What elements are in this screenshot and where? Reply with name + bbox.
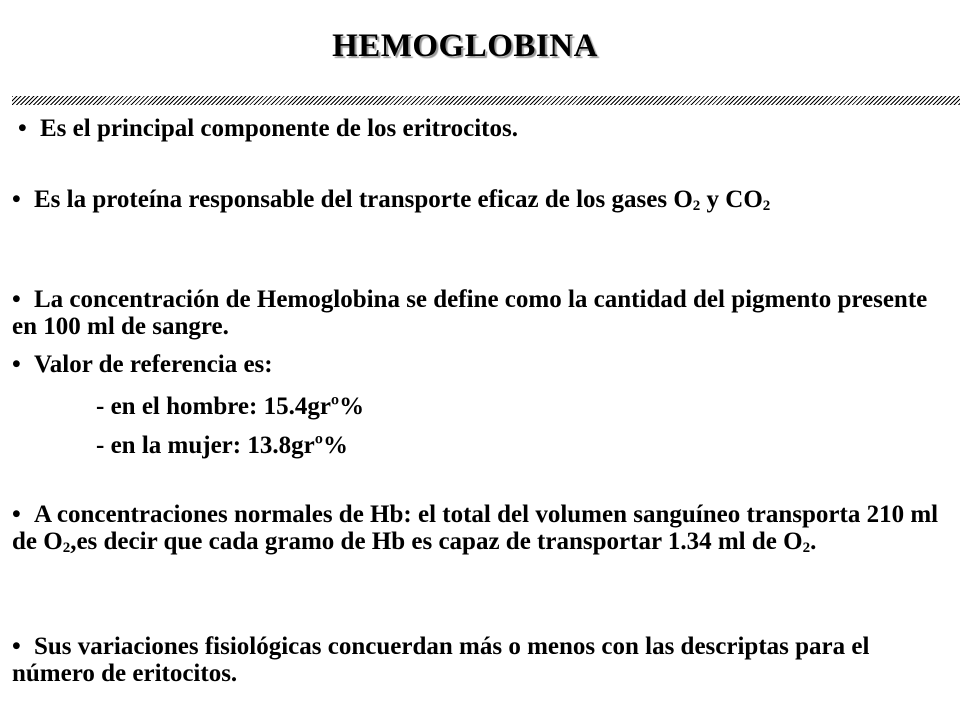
bullet-icon: • <box>12 351 21 378</box>
subscript: 2 <box>62 540 71 556</box>
bullet-item-1 <box>12 115 953 142</box>
bullet-text: A concentraciones normales de Hb: el total del volumen sanguíneo transporta 210 ml de O <box>12 501 939 555</box>
bullet-icon: • <box>12 186 21 213</box>
subscript: 2 <box>762 198 771 214</box>
bullet-item-3 <box>12 286 947 340</box>
bullet-icon: • <box>12 501 21 528</box>
bullet-text: Es el principal componente de los eritrocitos. <box>40 115 518 142</box>
reference-value-men: - en el hombre: 15.4grº% <box>96 393 365 420</box>
bullet-text: y CO <box>700 186 763 213</box>
bullet-text: Es la proteína responsable del transporte eficaz de los gases O <box>34 186 693 213</box>
bullet-text: La concentración de Hemoglobina se define como la cantidad del pigmento presente en 100 ml de sangre. <box>12 286 928 340</box>
bullet-text: Valor de referencia es: <box>34 351 273 378</box>
bullet-item-5 <box>12 501 947 555</box>
bullet-icon: • <box>12 286 21 313</box>
bullet-item-4 <box>12 351 947 378</box>
subscript: 2 <box>692 198 701 214</box>
bullet-text: Sus variaciones fisiológicas concuerdan más o menos con las descriptas para el número de eritocitos. <box>12 633 870 687</box>
bullet-icon: • <box>12 633 21 660</box>
bullet-text: ,es decir que cada gramo de Hb es capaz de transportar 1.34 ml de O <box>70 528 803 555</box>
bullet-icon: • <box>18 115 27 142</box>
hatched-divider <box>12 96 960 105</box>
bullet-item-2 <box>12 186 947 213</box>
reference-value-women: - en la mujer: 13.8grº% <box>96 432 348 459</box>
bullet-item-6 <box>12 633 947 687</box>
subscript: 2 <box>802 540 811 556</box>
bullet-text: . <box>810 528 817 555</box>
slide-title: HEMOGLOBINA <box>332 28 598 64</box>
